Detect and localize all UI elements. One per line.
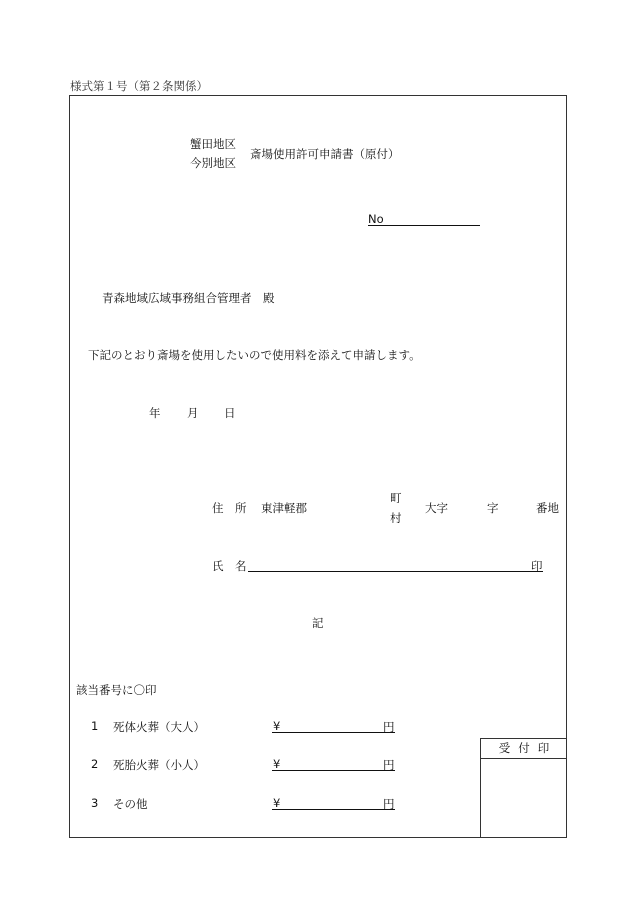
fee-field[interactable] [272, 732, 395, 733]
address-village: 村 [390, 511, 402, 525]
en-unit: 円 [383, 758, 395, 772]
date-month-label: 月 [187, 406, 199, 420]
seal-mark: 印 [531, 559, 543, 573]
address-county: 東津軽郡 [261, 501, 307, 515]
item-number: 3 [91, 796, 99, 810]
date-year-label: 年 [149, 406, 161, 420]
address-label: 住 所 [212, 501, 247, 515]
item-label: 死胎火葬（小人） [113, 758, 205, 772]
date-day-label: 日 [224, 406, 236, 420]
addressee: 青森地域広域事務組合管理者 殿 [102, 291, 275, 305]
yen-sign: ¥ [273, 796, 281, 810]
address-banchi: 番地 [536, 501, 559, 515]
form-title: 斎場使用許可申請書（原付） [250, 147, 400, 161]
fee-field[interactable] [272, 809, 395, 810]
district-kanita: 蟹田地区 [190, 137, 236, 151]
request-statement: 下記のとおり斎場を使用したいので使用料を添えて申請します。 [88, 348, 421, 362]
instruction: 該当番号に〇印 [76, 683, 157, 697]
address-oaza: 大字 [425, 501, 448, 515]
en-unit: 円 [383, 797, 395, 811]
name-field[interactable] [248, 571, 543, 572]
ki-heading: 記 [312, 616, 324, 630]
item-number: 2 [91, 757, 99, 771]
item-label: 死体火葬（大人） [113, 720, 205, 734]
number-field[interactable] [368, 225, 480, 226]
yen-sign: ¥ [273, 719, 281, 733]
district-imabetsu: 今別地区 [190, 156, 236, 170]
item-number: 1 [91, 719, 99, 733]
yen-sign: ¥ [273, 757, 281, 771]
name-label: 氏 名 [212, 559, 247, 573]
number-label: No [368, 212, 384, 226]
receipt-stamp-label: 受付印 [481, 739, 567, 759]
address-aza: 字 [487, 501, 499, 515]
item-label: その他 [113, 797, 148, 811]
address-town: 町 [390, 491, 402, 505]
fee-field[interactable] [272, 770, 395, 771]
en-unit: 円 [383, 720, 395, 734]
receipt-stamp-box [480, 738, 567, 838]
form-number-label: 様式第１号（第２条関係） [70, 79, 208, 93]
